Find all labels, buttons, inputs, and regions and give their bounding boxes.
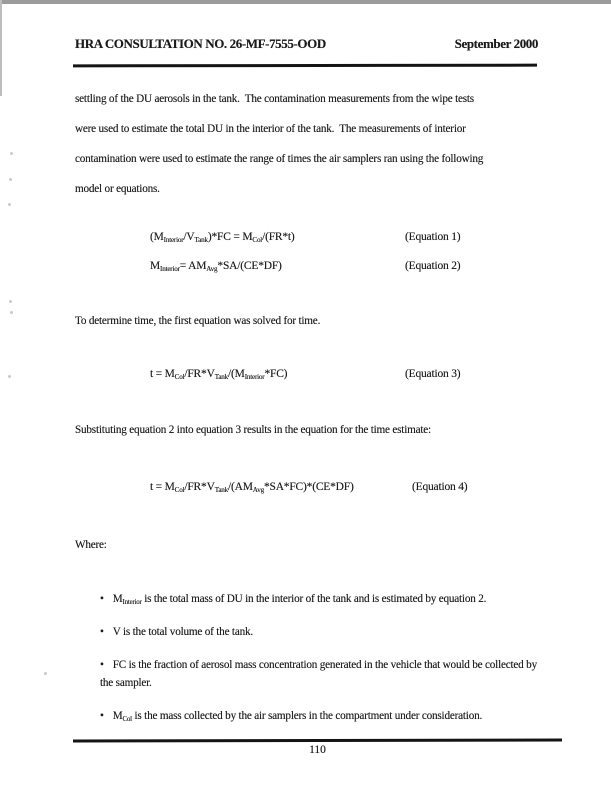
bullet-icon: • [100, 710, 104, 722]
scan-speck [10, 311, 13, 314]
paragraph-line: were used to estimate the total DU in the interior of the tank. The measurements of interior [75, 123, 466, 135]
paragraph-line: contamination were used to estimate the range of times the air samplers ran using the following [75, 153, 484, 165]
where-label: Where: [75, 539, 107, 551]
list-item [100, 590, 548, 608]
list-item [100, 623, 548, 641]
page-number: 110 [309, 744, 326, 756]
scan-speck [10, 152, 13, 155]
list-item [100, 656, 548, 692]
body-paragraph-2: To determine time, the first equation was solved for time. [75, 315, 321, 327]
scan-speck [44, 672, 47, 675]
definition-list [100, 590, 548, 740]
document-header-title: HRA CONSULTATION NO. 26-MF-7555-OOD [75, 36, 326, 51]
bullet-icon: • [100, 659, 104, 671]
equation-row-2 [0, 258, 611, 274]
equation-1-label: (Equation 1) [405, 231, 461, 243]
bullet-icon: • [100, 593, 104, 605]
body-paragraph-1 [75, 84, 483, 204]
scan-edge-artifact-top [0, 0, 611, 4]
bullet-text: $M_{Col}$ is the mass collected by the air samplers in the compartment under consideration. [112, 710, 483, 723]
equation-2-formula: $M_{Interior}= AM_{Avg}*SA/(CE*DF)$ [150, 260, 282, 273]
scan-speck [9, 300, 12, 303]
document-header-date: September 2000 [454, 36, 538, 51]
bullet-text: FC is the fraction of aerosol mass concentration generated in the vehicle that would be collected by the sampler. [100, 659, 537, 689]
equation-row-1 [0, 229, 611, 245]
scan-edge-artifact-left [0, 0, 2, 96]
equation-4-label: (Equation 4) [412, 481, 468, 493]
equation-3-label: (Equation 3) [405, 368, 461, 380]
header-rule [73, 64, 537, 68]
bullet-text: V is the total volume of the tank. [112, 626, 253, 638]
equation-3-formula: $t = M_{Col}/FR*V_{Tank}/(M_{Interior}*FC)$ [150, 368, 288, 381]
footer-rule [73, 738, 562, 742]
paragraph-line: model or equations. [75, 183, 160, 195]
equation-4-formula: $t = M_{Col}/FR*V_{Tank}/(AM_{Avg}*SA*FC)*(CE*DF)$ [150, 481, 354, 494]
equation-1-formula: $(M_{Interior}/V_{Tank})*FC = M_{Col}/(FR*t)$ [150, 231, 295, 244]
equation-row-4 [0, 479, 611, 495]
equation-2-label: (Equation 2) [405, 260, 461, 272]
equation-row-3 [0, 366, 611, 382]
body-paragraph-3: Substituting equation 2 into equation 3 results in the equation for the time estimate: [75, 424, 431, 436]
bullet-text: $M_{Interior}$ is the total mass of DU in the interior of the tank and is estimated by equation 2. [112, 593, 487, 606]
scan-speck [9, 178, 12, 181]
scan-speck [8, 203, 11, 206]
list-item [100, 707, 548, 725]
paragraph-line: settling of the DU aerosols in the tank. The contamination measurements from the wipe tests [75, 93, 474, 105]
bullet-icon: • [100, 626, 104, 638]
